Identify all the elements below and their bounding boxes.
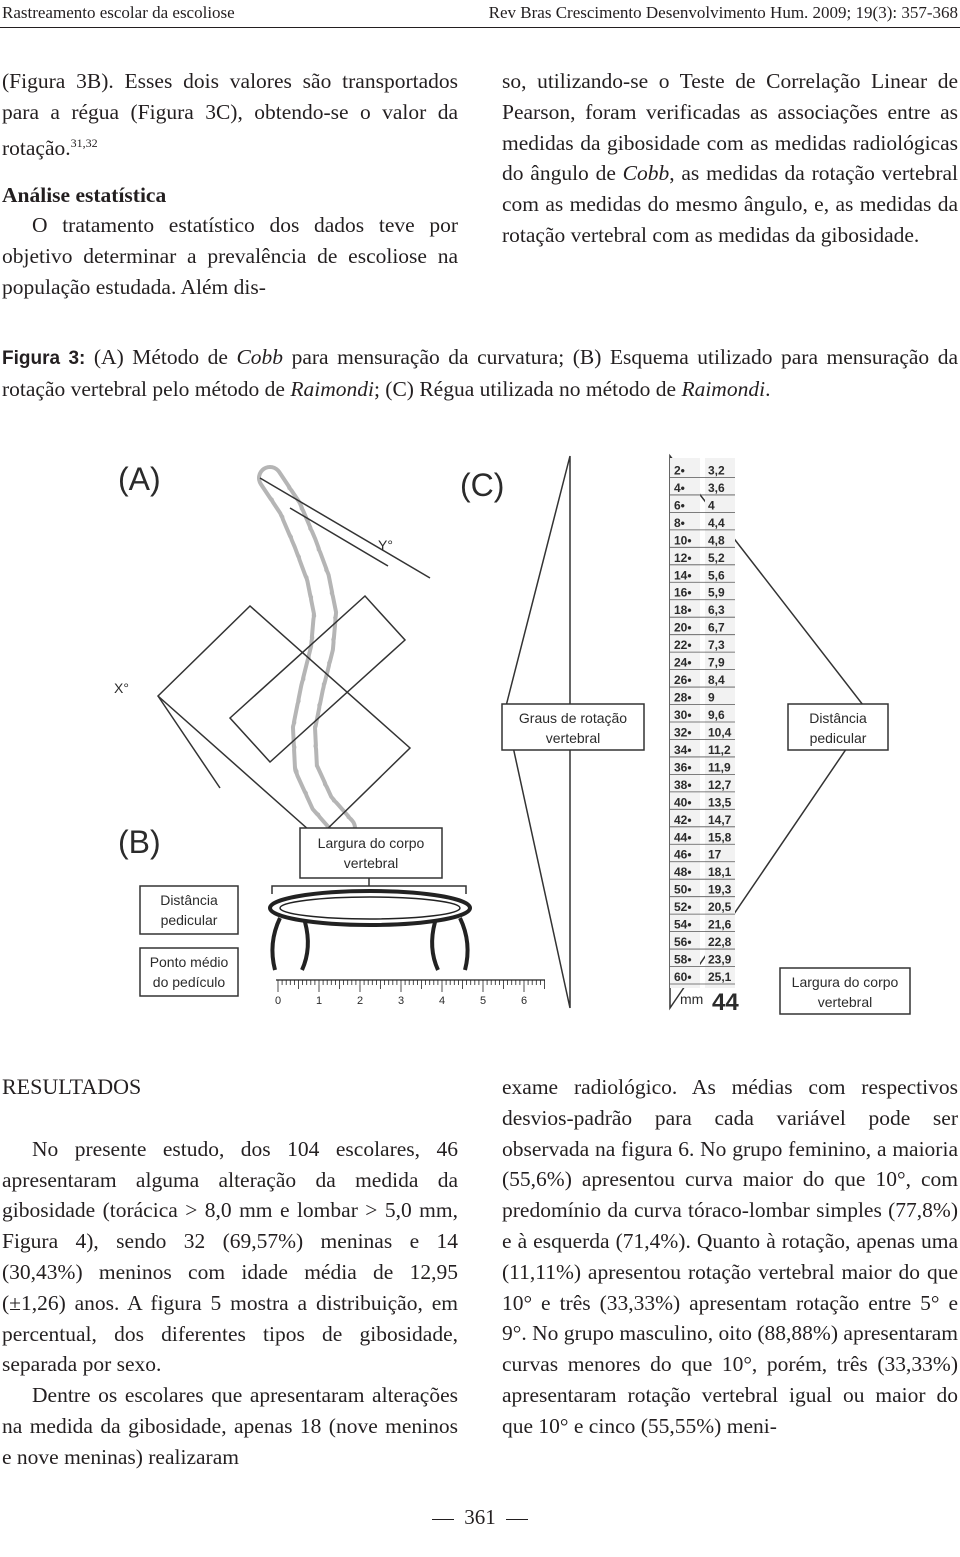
ruler-distance: 11,2 bbox=[708, 742, 731, 757]
scale-label: 1 bbox=[315, 995, 323, 1007]
ruler-row bbox=[670, 935, 735, 949]
panel-a-label: (A) bbox=[118, 461, 161, 497]
ruler-distance: 4,4 bbox=[708, 515, 725, 530]
ruler-distance: 9 bbox=[708, 690, 715, 705]
ruler-degree: 20• bbox=[674, 620, 692, 635]
ruler-distance: 14,7 bbox=[708, 812, 732, 827]
header-title: Rastreamento escolar da escoliose bbox=[2, 3, 235, 22]
figure-caption: Figura 3: (A) Método de Cobb para mensuração da curvatura; (B) Esquema utilizado para mensuração da rotação vertebral pelo método de Raimondi; (C) Régua utilizada no método de Raimondi. bbox=[2, 345, 958, 401]
svg-text:Largura do corpo: Largura do corpo bbox=[791, 974, 899, 990]
ruler-distance: 21,6 bbox=[708, 917, 732, 932]
ruler-row bbox=[670, 865, 735, 879]
ruler-distance: 7,9 bbox=[708, 655, 725, 670]
spine-diagram bbox=[270, 478, 344, 828]
paragraph-presente-estudo: No presente estudo, dos 104 escolares, 46 apresentaram alguma alteração da medida da gibosidade (torácica > 8,0 mm e lombar > 5,0 mm, Figura 4), sendo 32 (69,57%) meninas e 14 (30,43%) meninos com idade média de 12,95 (±1,26) anos. A figura 5 mostra a distribuição, em percentual, dos diferentes tipos de gibosidade, separada por sexo. bbox=[2, 1136, 458, 1377]
svg-text:pedicular: pedicular bbox=[160, 912, 218, 928]
svg-text:do pedículo: do pedículo bbox=[152, 974, 226, 990]
paragraph-dentre-escolares: Dentre os escolares que apresentaram alterações na medida da gibosidade, apenas 18 (nove meninos e nove meninas) realizaram bbox=[2, 1383, 458, 1469]
paragraph-exame-radiologico: exame radiológico. As médias com respectivos desvios-padrão para cada variável pode ser observada na figura 6. No grupo feminino, a maioria (55,6%) apresentou curva maior do que 10°, com predomínio da curva tóraco-lombar simples (77,8%) e à esquerda (71,4%). Quanto à rotação, apenas uma (11,11%) apresentou rotação vertebral maior do que 10° e três (33,33%) apresentam rotação entre 5° e 9°. No grupo masculino, oito (88,88%) apresentaram curvas menores do que 10°, porém, três (33,33%) apresentaram rotação vertebral igual ou maior do que 10° e cinco (55,55%) meni- bbox=[502, 1075, 958, 1438]
ruler-row bbox=[670, 970, 735, 984]
ruler-degree: 4• bbox=[674, 480, 685, 495]
ruler-degree: 44• bbox=[674, 830, 692, 845]
ruler-distance: 15,8 bbox=[708, 830, 732, 845]
ruler-distance: 22,8 bbox=[708, 935, 732, 950]
ruler-degree: 22• bbox=[674, 638, 692, 653]
ruler-row bbox=[670, 813, 735, 827]
raimondi-ruler bbox=[670, 458, 739, 1016]
ruler-row bbox=[670, 830, 735, 844]
ruler-distance: 6,7 bbox=[708, 620, 725, 635]
svg-text:vertebral: vertebral bbox=[343, 855, 399, 871]
ruler-row bbox=[670, 883, 735, 897]
top-left-column bbox=[2, 66, 458, 303]
scale-label: 0 bbox=[274, 995, 282, 1007]
page-number: 361 bbox=[464, 1505, 496, 1529]
ruler-degree: 8• bbox=[674, 515, 685, 530]
ruler-degree: 48• bbox=[674, 865, 692, 880]
top-right-column bbox=[502, 66, 958, 251]
header-rule bbox=[0, 27, 960, 28]
vertebra-diagram bbox=[270, 891, 470, 970]
ruler-row bbox=[670, 795, 735, 809]
ruler-distance: 23,9 bbox=[708, 952, 732, 967]
ruler-distance: 6,3 bbox=[708, 603, 725, 618]
ruler-degree: 30• bbox=[674, 708, 692, 722]
ruler-distance: 5,9 bbox=[708, 585, 725, 600]
ruler-degree: 54• bbox=[674, 917, 692, 932]
panel-c-label: (C) bbox=[460, 467, 505, 503]
ruler-degree: 46• bbox=[674, 847, 692, 862]
scale-label: 5 bbox=[479, 995, 487, 1007]
ruler-distance: 5,6 bbox=[708, 568, 725, 583]
running-header bbox=[0, 0, 960, 28]
ruler-distance: 3,2 bbox=[708, 463, 725, 478]
ruler-degree: 26• bbox=[674, 673, 692, 688]
paragraph-pearson: so, utilizando-se o Teste de Correlação Linear de Pearson, foram verificadas as associações entre as medidas da gibosidade com as medidas radiológicas do ângulo de Cobb, as medidas da rotação vertebral com as medidas do mesmo ângulo, e, as medidas da rotação vertebral com as medidas da gibosidade. bbox=[502, 69, 958, 247]
page-footer bbox=[0, 1505, 960, 1530]
scale-label: 6 bbox=[520, 995, 528, 1007]
ruler-degree: 52• bbox=[674, 900, 692, 915]
ruler-degree: 56• bbox=[674, 935, 692, 950]
figure-3 bbox=[100, 448, 960, 1023]
ruler-row bbox=[670, 900, 735, 914]
ruler-degree: 14• bbox=[674, 568, 692, 583]
ruler-distance: 18,1 bbox=[708, 865, 732, 880]
paragraph-figura-3b: (Figura 3B). Esses dois valores são transportados para a régua (Figura 3C), obtendo-se o valor da rotação.$^{31,32}$ bbox=[2, 69, 458, 160]
panel-b-label: (B) bbox=[118, 824, 161, 860]
box-ponto-medio bbox=[140, 948, 238, 996]
ruler-degree: 34• bbox=[674, 742, 692, 757]
ruler-degree: 10• bbox=[674, 533, 692, 548]
ruler-distance: 19,3 bbox=[708, 882, 732, 897]
svg-text:Distância: Distância bbox=[809, 710, 867, 726]
ruler-distance: 5,2 bbox=[708, 550, 725, 565]
angle-y-label: Y° bbox=[378, 537, 393, 553]
resultados-left-column bbox=[2, 1072, 458, 1473]
ruler-degree: 58• bbox=[674, 952, 692, 967]
ruler-degree: 36• bbox=[674, 760, 692, 775]
box-distancia-pedicular-c bbox=[788, 704, 888, 750]
section-heading-resultados: RESULTADOS bbox=[2, 1074, 142, 1099]
header-citation: Rev Bras Crescimento Desenvolvimento Hum. 2009; 19(3): 357-368 bbox=[488, 3, 958, 22]
ruler-row bbox=[670, 760, 735, 774]
ruler-distance: 17 bbox=[708, 847, 722, 862]
box-distancia-pedicular-b bbox=[140, 886, 238, 934]
ruler-degree: 6• bbox=[674, 498, 685, 513]
millimeter-scale bbox=[275, 980, 545, 1007]
ruler-distance: 13,5 bbox=[708, 795, 732, 810]
ruler-distance: 25,1 bbox=[708, 970, 732, 984]
ruler-degree: 18• bbox=[674, 603, 692, 618]
ruler-row bbox=[670, 725, 735, 739]
cobb-lower-box bbox=[158, 606, 410, 838]
ruler-degree: 32• bbox=[674, 725, 692, 740]
ruler-degree: 40• bbox=[674, 795, 692, 810]
ruler-degree: 28• bbox=[674, 690, 692, 705]
ruler-distance: 9,6 bbox=[708, 708, 725, 722]
resultados-right-column bbox=[502, 1072, 958, 1442]
ruler-distance: 7,3 bbox=[708, 638, 725, 653]
ruler-row bbox=[670, 918, 735, 932]
ruler-distance: 11,9 bbox=[708, 760, 731, 775]
ruler-distance: 4,8 bbox=[708, 533, 725, 548]
ruler-degree: 38• bbox=[674, 777, 692, 792]
box-largura-corpo-b bbox=[300, 828, 442, 878]
ruler-distance: 8,4 bbox=[708, 673, 725, 688]
caption-label: Figura 3: bbox=[2, 348, 86, 369]
ruler-distance: 4 bbox=[708, 498, 715, 513]
angle-x-label: X° bbox=[114, 680, 129, 696]
ruler-distance: 12,7 bbox=[708, 777, 732, 792]
box-largura-corpo-c bbox=[780, 968, 910, 1014]
ruler-degree: 50• bbox=[674, 882, 692, 897]
ruler-row bbox=[670, 743, 735, 757]
paragraph-tratamento: O tratamento estatístico dos dados teve por objetivo determinar a prevalência de escoliose na população estudada. Além dis- bbox=[2, 213, 458, 299]
ruler-degree: 42• bbox=[674, 812, 692, 827]
svg-text:Ponto médio: Ponto médio bbox=[149, 954, 229, 970]
svg-text:Largura do corpo: Largura do corpo bbox=[317, 835, 425, 851]
svg-text:pedicular: pedicular bbox=[809, 730, 867, 746]
scale-label: 4 bbox=[438, 995, 446, 1007]
svg-text:Graus de rotação: Graus de rotação bbox=[518, 710, 628, 726]
ruler-degree: 24• bbox=[674, 655, 692, 670]
box-graus-rotacao bbox=[502, 704, 644, 750]
ruler-degree: 12• bbox=[674, 550, 692, 565]
scale-label: 2 bbox=[356, 995, 364, 1007]
ruler-degree: 60• bbox=[674, 970, 692, 984]
citation-ref: 31,32 bbox=[70, 135, 98, 150]
ruler-unit: mm bbox=[680, 991, 704, 1007]
ruler-row bbox=[670, 778, 735, 792]
ruler-degree: 16• bbox=[674, 585, 692, 600]
ruler-distance: 10,4 bbox=[708, 725, 732, 740]
ruler-distance: 20,5 bbox=[708, 900, 732, 915]
scale-label: 3 bbox=[397, 995, 405, 1007]
svg-text:Distância: Distância bbox=[160, 892, 218, 908]
ruler-value: 44 bbox=[712, 989, 739, 1016]
ruler-degree: 2• bbox=[674, 463, 685, 478]
svg-text:vertebral: vertebral bbox=[545, 730, 601, 746]
section-heading-analise: Análise estatística bbox=[2, 182, 167, 207]
ruler-distance: 3,6 bbox=[708, 480, 725, 495]
svg-text:vertebral: vertebral bbox=[817, 994, 873, 1010]
